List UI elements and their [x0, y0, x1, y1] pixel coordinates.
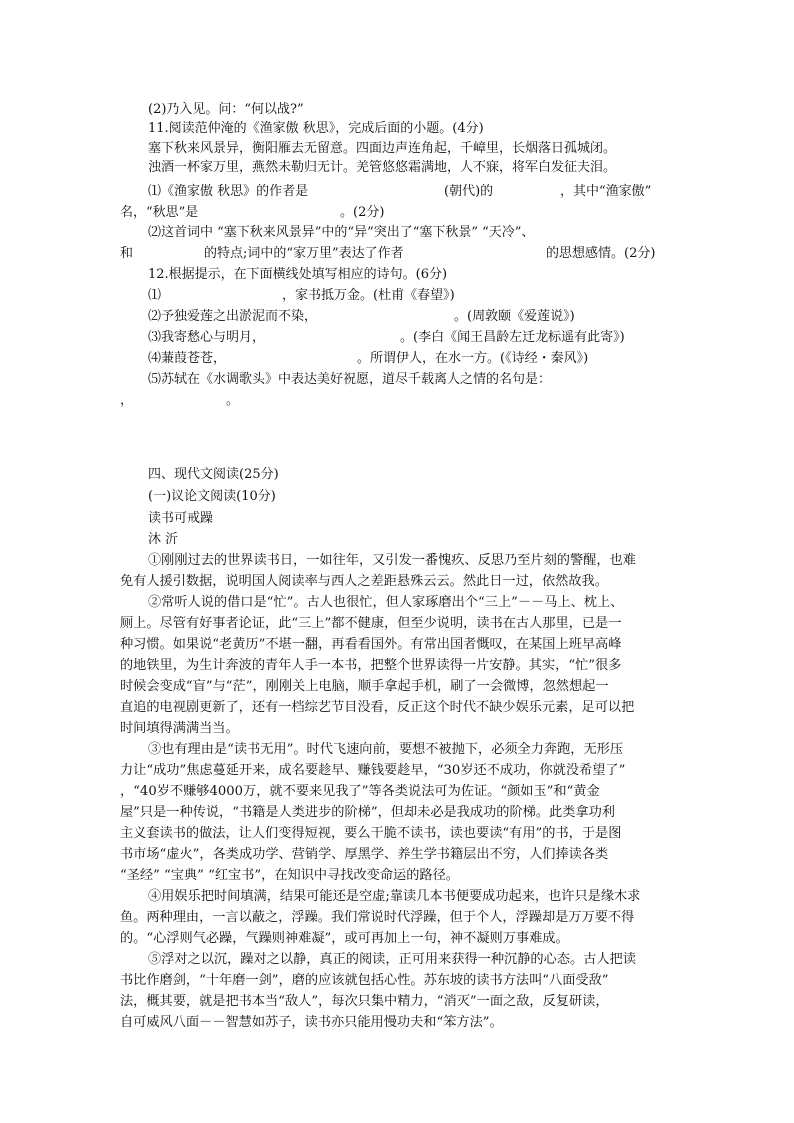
article-line: ，“40岁不赚够4000万，就不要来见我了”等各类说法可为佐证。“颜如玉”和“黄金 [120, 784, 600, 799]
q11-sub1-e: 。(2分) [340, 205, 385, 220]
article-line: 鱼。两种理由，一言以蔽之，浮躁。我们常说时代浮躁，但于个人，浮躁却是万万要不得 [120, 910, 635, 925]
article-line: 自可威风八面－－智慧如苏子，读书亦只能用慢功夫和“笨方法”。 [120, 1015, 503, 1030]
q11-sub2-b: 和 [120, 246, 134, 261]
q12-item2-a: ⑵予独爱莲之出淤泥而不染， [148, 309, 318, 324]
section4-sub-heading: (一)议论文阅读(10分) [148, 489, 276, 504]
article-author: 沐 沂 [148, 532, 179, 547]
article-title: 读书可戒躁 [148, 511, 214, 526]
q12-item1-num: ⑴ [148, 288, 162, 303]
article-line: 时候会变成“盲”与“茫”，刚刚关上电脑，顺手拿起手机，刷了一会微博，忽然想起一 [120, 679, 609, 694]
article-line: 厕上。尽管有好事者论证，此“三上”都不健康，但至少说明，读书在古人那里，已是一 [120, 616, 622, 631]
article-line: 法，概其要，就是把书本当“敌人”，每次只集中精力，“消灭”一面之敌，反复研读， [120, 994, 609, 1009]
q12-item5-comma: ， [120, 393, 134, 408]
q11-sub1-c: ，其中“渔家傲” [560, 184, 652, 199]
q12-item3-b: 。(李白《闻王昌龄左迁龙标遥有此寄》) [400, 330, 625, 345]
q11-sub1-b: (朝代)的 [444, 184, 494, 199]
q12-item1-text: ，家书抵万金。(杜甫《春望》) [282, 288, 455, 303]
article-line: 时间填得满满当当。 [120, 721, 239, 736]
q12-item2-b: 。(周敦颐《爱莲说》) [454, 309, 575, 324]
article-line: ①刚刚过去的世界读书日，一如往年，又引发一番愧疚、反思乃至片刻的警醒，也难 [148, 553, 636, 568]
article-line: 种习惯。如果说“老黄历”不堪一翻，再看看国外。有常出国者慨叹，在某国上班早高峰 [120, 637, 622, 652]
q11-sub2-d: 的思想感情。(2分) [546, 246, 656, 261]
article-line: ④用娱乐把时间填满，结果可能还是空虚;靠读几本书便要成功起来，也许只是缘木求 [148, 889, 641, 904]
article-line: 主义套读书的做法，让人们变得短视，要么干脆不读书，读也要读“有用”的书，于是图 [120, 826, 622, 841]
q12-heading: 12.根据提示，在下面横线处填写相应的诗句。(6分) [148, 267, 448, 282]
q11-poem-line2: 浊酒一杯家万里，燕然未勒归无计。羌管悠悠霜满地，人不寐，将军白发征夫泪。 [148, 160, 617, 175]
q11-poem-line1: 塞下秋来风景异，衡阳雁去无留意。四面边声连角起，千嶂里，长烟落日孤城闭。 [148, 141, 617, 156]
section4-heading: 四、现代文阅读(25分) [148, 467, 279, 482]
q11-heading: 11.阅读范仲淹的《渔家傲 秋思》，完成后面的小题。(4分) [148, 121, 484, 136]
article-line: ②常听人说的借口是“忙”。古人也很忙，但人家琢磨出个“三上”－－马上、枕上、 [148, 595, 624, 610]
article-line: 书市场“虚火”，各类成功学、营销学、厚黑学、养生学书籍层出不穷，人们捧读各类 [120, 847, 609, 862]
q12-item5-end: 。 [226, 393, 240, 408]
article-line: 直追的电视剧更新了，还有一档综艺节目没看，反正这个时代不缺少娱乐元素，足可以把 [120, 700, 635, 715]
article-line: ⑤浮对之以沉，躁对之以静，真正的阅读，正可用来获得一种沉静的心态。古人把读 [148, 952, 636, 967]
q12-item5: ⑸苏轼在《水调歌头》中表达美好祝愿，道尽千载离人之情的名句是： [148, 372, 552, 387]
q11-sub2-a: ⑵这首词中 “塞下秋来风景异”中的“异”突出了“塞下秋景” “天冷”、 [148, 225, 535, 240]
q12-item3-a: ⑶我寄愁心与明月， [148, 330, 266, 345]
q10-sub2: (2)乃入见。问：“何以战?” [148, 102, 304, 117]
q11-sub1-a: ⑴《渔家傲 秋思》的作者是 [148, 184, 309, 199]
q12-item4-b: 。所谓伊人，在水一方。(《诗经・秦风》) [357, 351, 589, 366]
q11-sub1-d: 名，“秋思”是 [120, 205, 199, 220]
article-line: 书比作磨剑，“十年磨一剑”，磨的应该就包括心性。苏东坡的读书方法叫“八面受敌” [120, 973, 609, 988]
q12-item4-a: ⑷蒹葭苍苍， [148, 351, 227, 366]
article-line: 力让“成功”焦虑蔓延开来，成名要趁早、赚钱要趁早，“30岁还不成功，你就没希望了” [120, 763, 626, 778]
article-line: ③也有理由是“读书无用”。时代飞速向前，要想不被抛下，必须全力奔跑，无形压 [148, 742, 624, 757]
article-line: 免有人援引数据，说明国人阅读率与西人之差距悬殊云云。然此日一过，依然故我。 [120, 574, 608, 589]
article-line: “圣经” “宝典” “红宝书”，在知识中寻找改变命运的路径。 [120, 868, 459, 883]
article-line: 屋”只是一种传说，“书籍是人类进步的阶梯”，但却未必是我成功的阶梯。此类拿功利 [120, 805, 615, 820]
q11-sub2-c: 的特点;词中的“家万里”表达了作者 [204, 246, 404, 261]
article-line: 的地铁里，为生计奔波的青年人手一本书，把整个世界读得一片安静。其实，“忙”很多 [120, 658, 622, 673]
article-line: 的。“心浮则气必躁，气躁则神难凝”，或可再加上一句，神不凝则万事难成。 [120, 931, 569, 946]
